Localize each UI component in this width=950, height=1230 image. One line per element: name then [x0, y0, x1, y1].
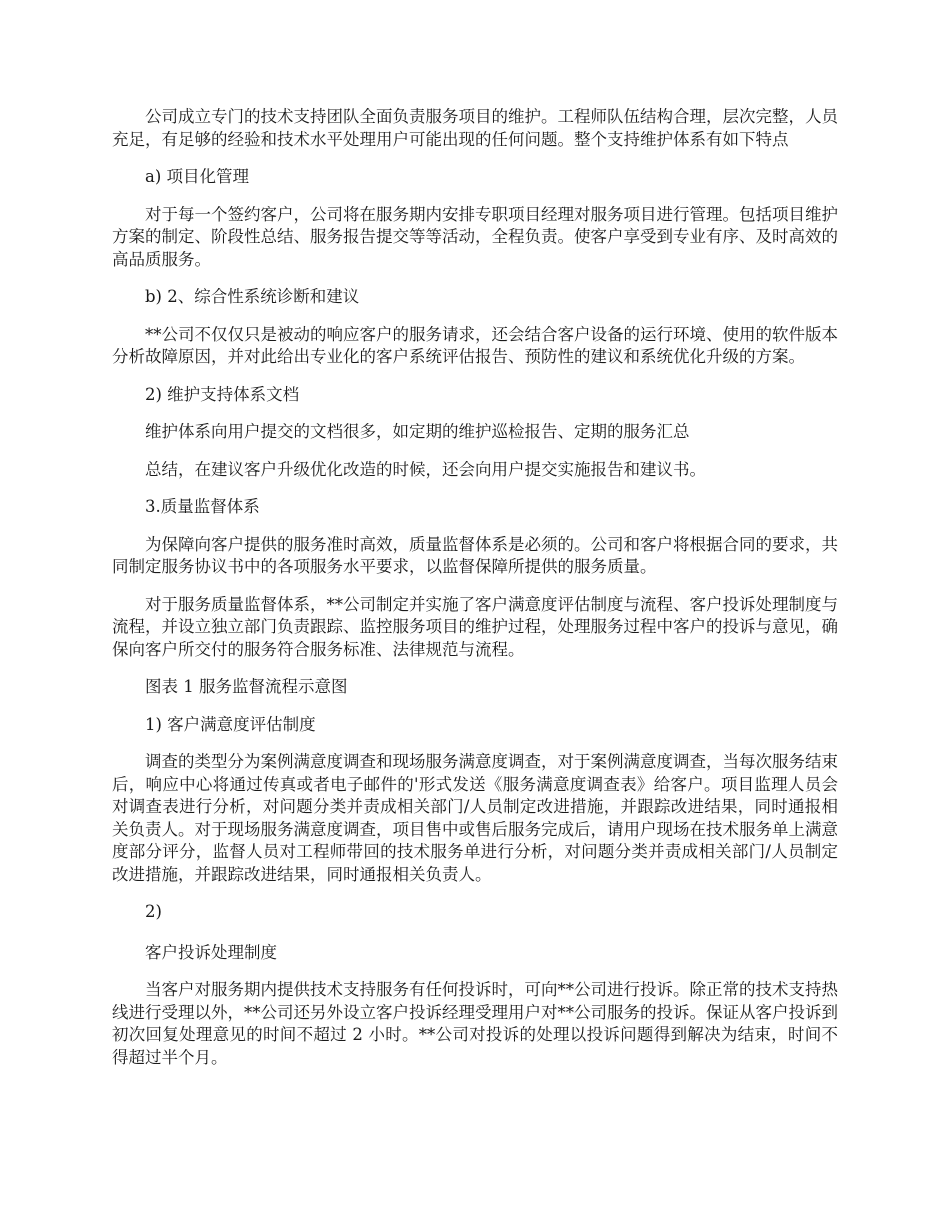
paragraph-maintenance-docs-2: 总结，在建议客户升级优化改造的时候，还会向用户提交实施报告和建议书。 — [145, 459, 706, 479]
heading-maintenance-docs: 2) 维护支持体系文档 — [145, 384, 300, 404]
heading-quality-supervision: 3.质量监督体系 — [145, 497, 260, 516]
figure-caption: 图表 1 服务监督流程示意图 — [145, 677, 348, 696]
heading-system-diagnosis: b) 2、综合性系统诊断和建议 — [145, 287, 360, 306]
paragraph-complaint-handling: 当客户对服务期内提供技术支持服务有任何投诉时，可向**公司进行投诉。除正常的技术支持热线进行受理以外，**公司还另外设立客户投诉经理受理用户对**公司服务的投诉。保证从客户投诉到初次回复处理意见的时间不超过 2 小时。**公司对投诉的处理以投诉问题得到解决为结束，时间不得超过半个月。 — [112, 980, 838, 1067]
paragraph-project-management: 对于每一个签约客户，公司将在服务期内安排专职项目经理对服务项目进行管理。包括项目维护方案的制定、阶段性总结、服务报告提交等等活动，全程负责。使客户享受到专业有序、及时高效的高品质服务。 — [112, 204, 838, 269]
paragraph-maintenance-docs-1: 维护体系向用户提交的文档很多，如定期的维护巡检报告、定期的服务汇总 — [145, 422, 690, 441]
paragraph-quality-supervision-1: 为保障向客户提供的服务准时高效，质量监督体系是必须的。公司和客户将根据合同的要求，共同制定服务协议书中的各项服务水平要求，以监督保障所提供的服务质量。 — [112, 534, 838, 576]
paragraph-intro: 公司成立专门的技术支持团队全面负责服务项目的维护。工程师队伍结构合理，层次完整，人员充足，有足够的经验和技术水平处理用户可能出现的任何问题。整个支持维护体系有如下特点 — [112, 107, 838, 149]
document-body — [112, 106, 838, 1084]
heading-number-2: 2) — [145, 902, 162, 921]
heading-satisfaction-evaluation: 1) 客户满意度评估制度 — [145, 714, 316, 734]
heading-complaint-handling: 客户投诉处理制度 — [145, 942, 277, 962]
paragraph-satisfaction-evaluation: 调查的类型分为案例满意度调查和现场服务满意度调查，对于案例满意度调查，当每次服务结束后，响应中心将通过传真或者电子邮件的'形式发送《服务满意度调查表》给客户。项目监理人员会对调查表进行分析，对问题分类并责成相关部门/人员制定改进措施，并跟踪改进结果，同时通报相关负责人。对于现场服务满意度调查，项目售中或售后服务完成后，请用户现场在技术服务单上满意度部分评分，监督人员对工程师带回的技术服务单进行分析，对问题分类并责成相关部门/人员制定改进措施，并跟踪改进结果，同时通报相关负责人。 — [112, 752, 838, 884]
heading-project-management: a) 项目化管理 — [145, 167, 250, 186]
paragraph-system-diagnosis: **公司不仅仅只是被动的响应客户的服务请求，还会结合客户设备的运行环境、使用的软件版本分析故障原因，并对此给出专业化的客户系统评估报告、预防性的建议和系统优化升级的方案。 — [112, 324, 838, 366]
paragraph-quality-supervision-2: 对于服务质量监督体系，**公司制定并实施了客户满意度评估制度与流程、客户投诉处理制度与流程，并设立独立部门负责跟踪、监控服务项目的维护过程，处理服务过程中客户的投诉与意见，确保向客户所交付的服务符合服务标准、法律规范与流程。 — [112, 594, 838, 659]
